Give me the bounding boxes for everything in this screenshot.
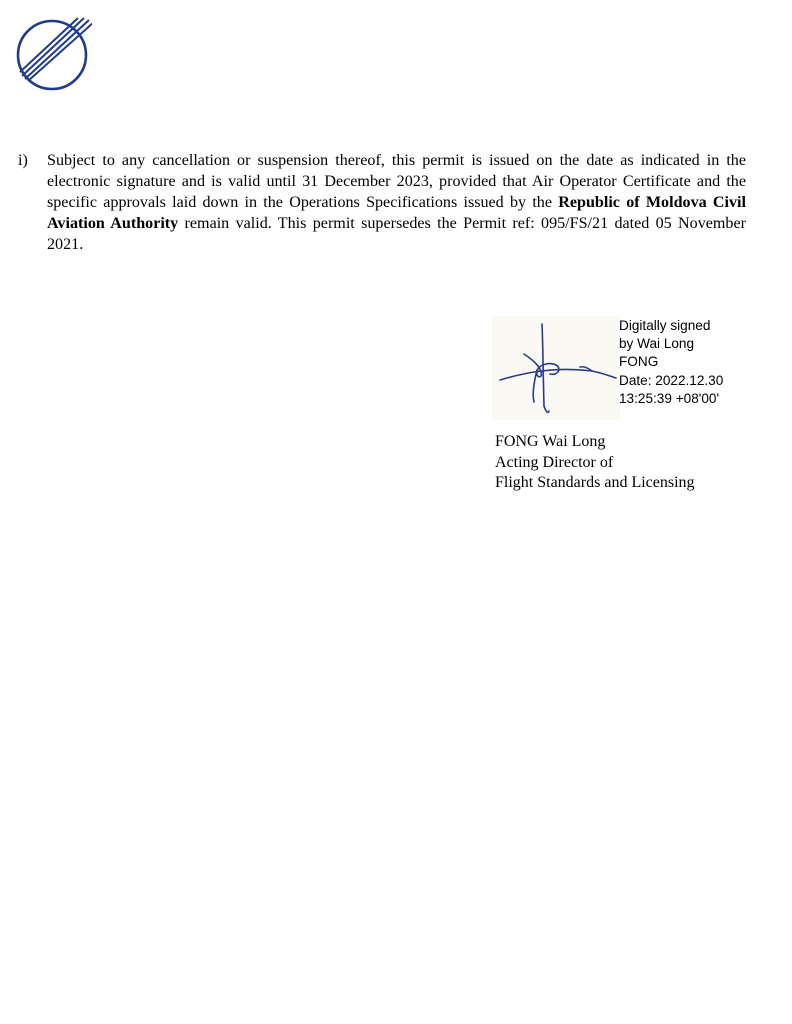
signatory-title-2: Flight Standards and Licensing xyxy=(495,474,695,491)
signature-line-1: Digitally signed xyxy=(619,318,711,333)
signature-date: Date: 2022.12.30 xyxy=(619,372,724,388)
permit-clause xyxy=(18,150,746,255)
authority-name: Republic of Moldova Civil Aviation Authority xyxy=(47,194,746,232)
handwritten-signature-icon xyxy=(492,316,620,420)
clause-text-end: remain valid. This permit supersedes the Permit ref: 095/FS/21 dated 05 November 2021. xyxy=(47,215,746,253)
signatory-block xyxy=(495,432,695,494)
signature-details xyxy=(619,317,723,408)
clause-text xyxy=(47,150,746,255)
signature-time: 13:25:39 +08'00' xyxy=(619,390,720,406)
signatory-name: FONG Wai Long xyxy=(495,433,606,450)
clause-text-start: Subject to any cancellation or suspension thereof, this permit is issued on the date as indicated in the electronic signature and is valid until 31 December 2023, provided that Air Operator Certificate and the specific approvals laid down in the Operations Specifications issued by the xyxy=(47,152,746,211)
clause-number: i) xyxy=(18,152,28,169)
signature-line-2: by Wai Long xyxy=(619,336,695,352)
signature-line-3: FONG xyxy=(619,354,659,370)
digital-signature-block xyxy=(490,316,770,420)
authority-logo-icon xyxy=(12,14,92,92)
authority-logo xyxy=(12,14,92,92)
signatory-title-1: Acting Director of xyxy=(495,453,614,471)
